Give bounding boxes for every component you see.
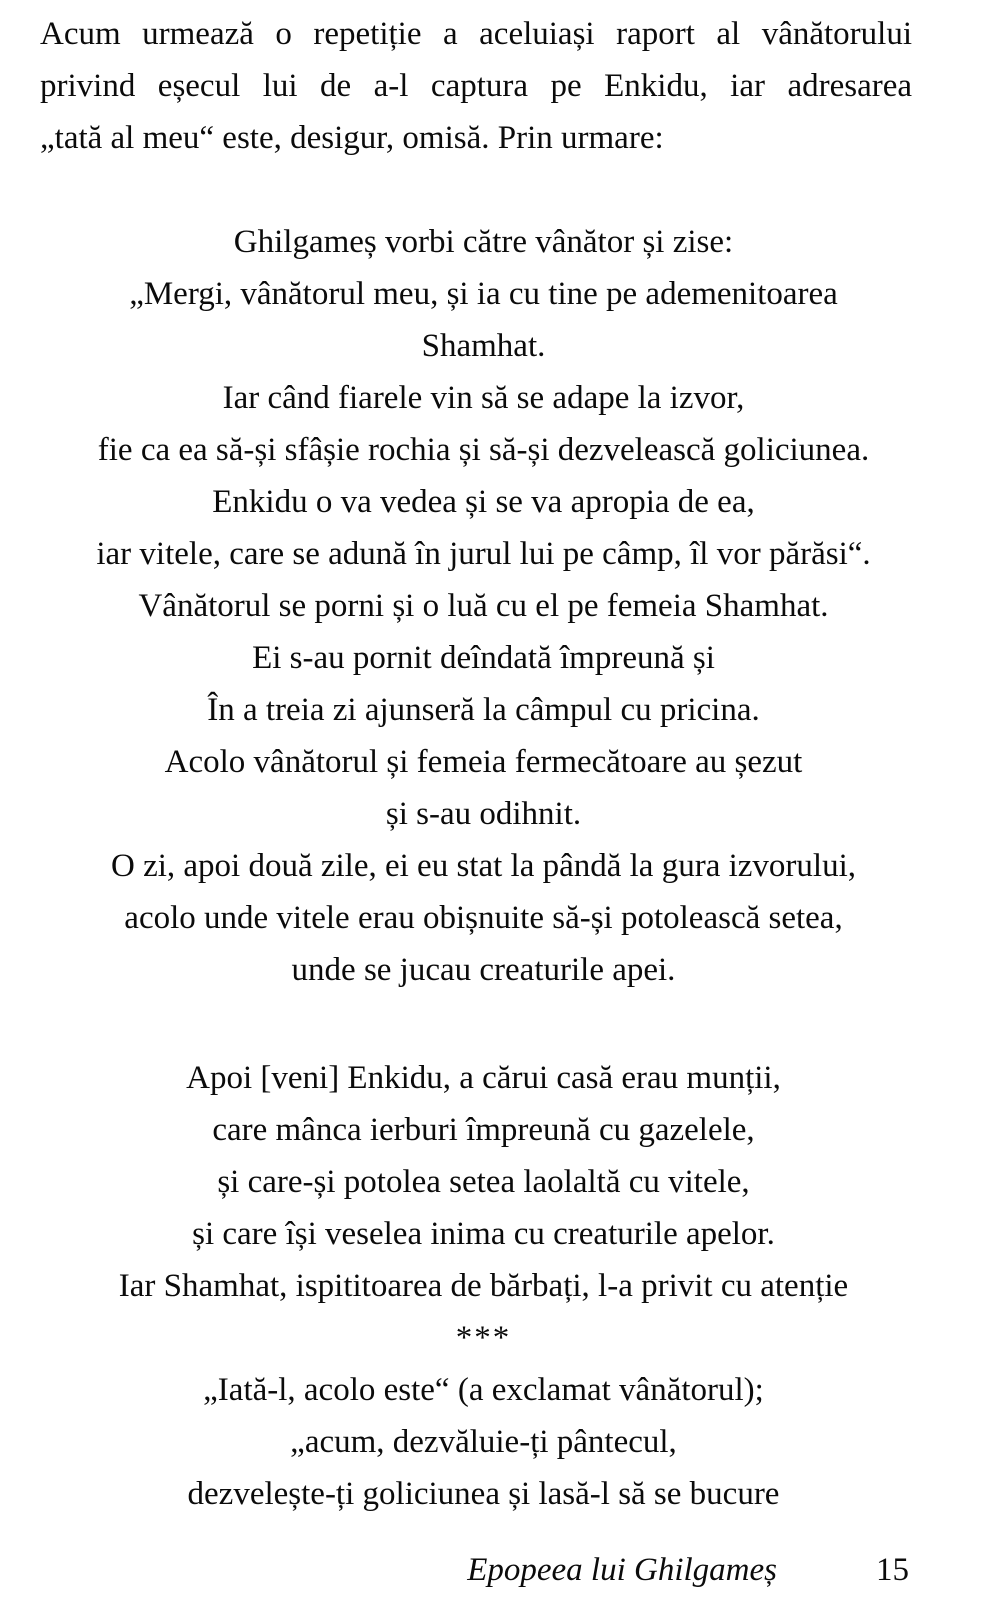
verse-line: Apoi [veni] Enkidu, a cărui casă erau munții,	[186, 1060, 781, 1096]
verse-line: Shamhat.	[421, 328, 546, 364]
verse-line: acolo unde vitele erau obișnuite să-și potolească setea,	[124, 900, 843, 936]
verse-line: Enkidu o va vedea și se va apropia de ea,	[212, 484, 755, 520]
blank-line	[40, 164, 927, 216]
verse-line: și care își veselea inima cu creaturile apelor.	[192, 1216, 775, 1252]
verse-stanza-3	[40, 1364, 927, 1520]
verse-line: unde se jucau creaturile apei.	[291, 952, 676, 988]
intro-line-1: Acum urmează o repetiție a aceluiași raport al vânătorului	[40, 16, 912, 52]
verse-line: iar vitele, care se adună în jurul lui pe câmp, îl vor părăsi“.	[96, 536, 871, 572]
verse-line: Iar când fiarele vin să se adape la izvor,	[222, 380, 745, 416]
intro-paragraph	[40, 8, 927, 164]
verse-line: „acum, dezvăluie-ți pântecul,	[290, 1424, 677, 1460]
verse-line: fie ca ea să-și sfâșie rochia și să-și dezvelească goliciunea.	[97, 432, 870, 468]
verse-line: În a treia zi ajunseră la câmpul cu pricina.	[207, 692, 760, 728]
verse-line: și care-și potolea setea laolaltă cu vitele,	[217, 1164, 750, 1200]
verse-line: „Iată-l, acolo este“ (a exclamat vânătorul);	[203, 1372, 764, 1408]
verse-line: Ei s-au pornit deîndată împreună și	[252, 640, 715, 676]
blank-line	[40, 996, 927, 1052]
verse-line: care mânca ierburi împreună cu gazelele,	[212, 1112, 755, 1148]
verse-line: O zi, apoi două zile, ei eu stat la pândă la gura izvorului,	[111, 848, 856, 884]
page-footer	[40, 1544, 927, 1596]
section-separator: ***	[455, 1320, 512, 1356]
intro-line-3: „tată al meu“ este, desigur, omisă. Prin urmare:	[40, 120, 664, 156]
verse-stanza-2	[40, 1052, 927, 1312]
verse-line: „Mergi, vânătorul meu, și ia cu tine pe ademenitoarea	[129, 276, 838, 312]
verse-line: Iar Shamhat, ispititoarea de bărbați, l-a privit cu atenție	[118, 1268, 849, 1304]
verse-line: Vânătorul se porni și o luă cu el pe femeia Shamhat.	[138, 588, 829, 624]
verse-line: Acolo vânătorul și femeia fermecătoare au șezut	[164, 744, 803, 780]
verse-line: Ghilgameș vorbi către vânător și zise:	[233, 224, 734, 260]
footer-book-title: Epopeea lui Ghilgameș	[467, 1552, 777, 1588]
verse-stanza-1	[40, 216, 927, 996]
intro-line-2: privind eșecul lui de a-l captura pe Enkidu, iar adresarea	[40, 68, 912, 104]
verse-line: dezvelește-ți goliciunea și lasă-l să se bucure	[187, 1476, 780, 1512]
verse-line: și s-au odihnit.	[385, 796, 582, 832]
footer-page-number: 15	[876, 1552, 909, 1588]
